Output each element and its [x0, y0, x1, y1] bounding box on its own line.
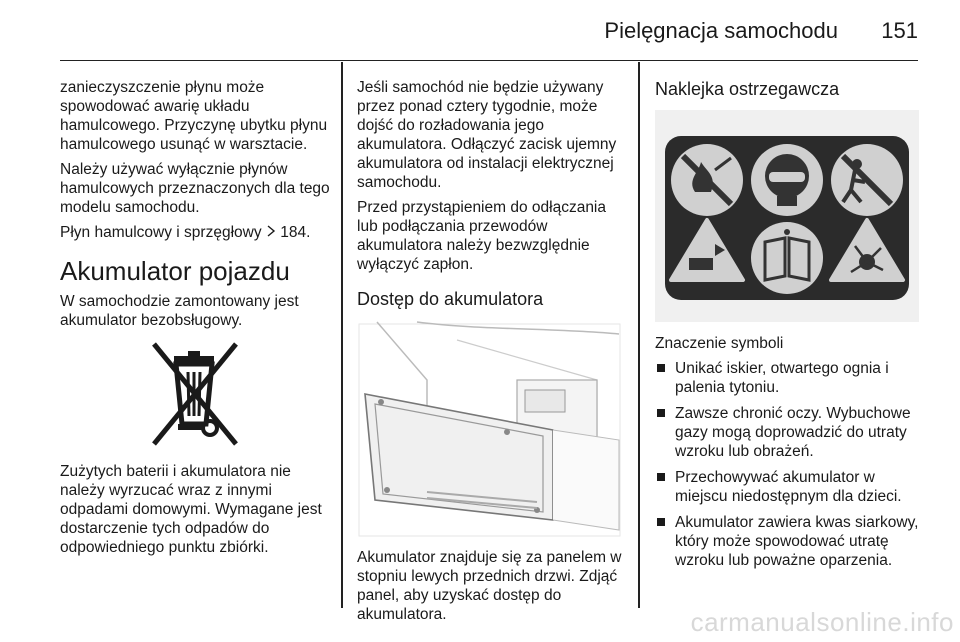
list-item: Akumulator zawiera kwas siarkowy, który może spowodować utratę wzroku lub poważne oparzenia.	[655, 513, 925, 570]
symbols-caption: Znaczenie symboli	[655, 335, 784, 352]
col1-paragraph-3	[60, 223, 330, 242]
list-item: Przechowywać akumulator w miejscu niedostępnym dla dzieci.	[655, 468, 925, 506]
list-item: Unikać iskier, otwartego ognia i palenia tytoniu.	[655, 359, 925, 397]
column-1	[60, 78, 330, 563]
battery-access-heading: Dostęp do akumulatora	[357, 289, 544, 309]
page-number: 151	[881, 18, 918, 43]
column-3	[655, 78, 925, 577]
eye-protection-icon	[751, 144, 823, 216]
bullet-icon	[657, 364, 665, 372]
col1-paragraph-5: Zużytych baterii i akumulatora nie należy wyrzucać wraz z innymi odpadami domowymi. Wymagane jest dostarczenie tych odpadów do odpowiedniego punktu zbiórki.	[60, 463, 322, 556]
col2-paragraph-2: Przed przystąpieniem do odłączania lub podłączania przewodów akumulatora należy bezwzględnie wyłączyć zapłon.	[357, 199, 606, 273]
watermark: carmanualsonline.info	[690, 607, 954, 637]
page-ref-link[interactable]: 184.	[280, 224, 311, 241]
keep-children-away-icon	[831, 144, 903, 216]
bullet-icon	[657, 518, 665, 526]
battery-location-illustration	[357, 320, 622, 538]
col2-paragraph-1: Jeśli samochód nie będzie używany przez ponad cztery tygodnie, może dojść do rozładowania jego akumulatora. Odłączyć zacisk ujemny akumulatora od instalacji elektrycznej samochodu.	[357, 79, 617, 191]
col1-p3-text: Płyn hamulcowy i sprzęgłowy	[60, 224, 266, 241]
bullet-icon	[657, 409, 665, 417]
read-manual-icon	[751, 222, 823, 294]
col1-paragraph-1: zanieczyszczenie płynu może spowodować awarię układu hamulcowego. Przyczynę ubytku płynu hamulcowego usunąć w warsztacie.	[60, 79, 328, 153]
page-header	[60, 0, 918, 61]
header-title: Pielęgnacja samochodu	[604, 18, 838, 43]
warning-label-heading: Naklejka ostrzegawcza	[655, 79, 840, 99]
column-divider-1	[341, 62, 343, 608]
col2-paragraph-3: Akumulator znajduje się za panelem w stopniu lewych przednich drzwi. Zdjąć panel, aby uzyskać dostęp do akumulatora.	[357, 549, 622, 623]
column-2	[357, 78, 622, 630]
col1-paragraph-2: Należy używać wyłącznie płynów hamulcowych przeznaczonych dla tego modelu samochodu.	[60, 161, 330, 216]
warning-label-image	[655, 110, 919, 322]
column-divider-2	[638, 62, 640, 608]
battery-heading: Akumulator pojazdu	[60, 256, 290, 286]
no-fire-icon	[671, 144, 743, 216]
list-item: Zawsze chronić oczy. Wybuchowe gazy mogą doprowadzić do utraty wzroku lub obrażeń.	[655, 404, 925, 461]
crossed-bin-icon	[140, 340, 250, 450]
bullet-icon	[657, 473, 665, 481]
col1-paragraph-4: W samochodzie zamontowany jest akumulator bezobsługowy.	[60, 293, 299, 329]
page-ref-icon	[266, 223, 276, 242]
symbols-list	[655, 359, 925, 570]
